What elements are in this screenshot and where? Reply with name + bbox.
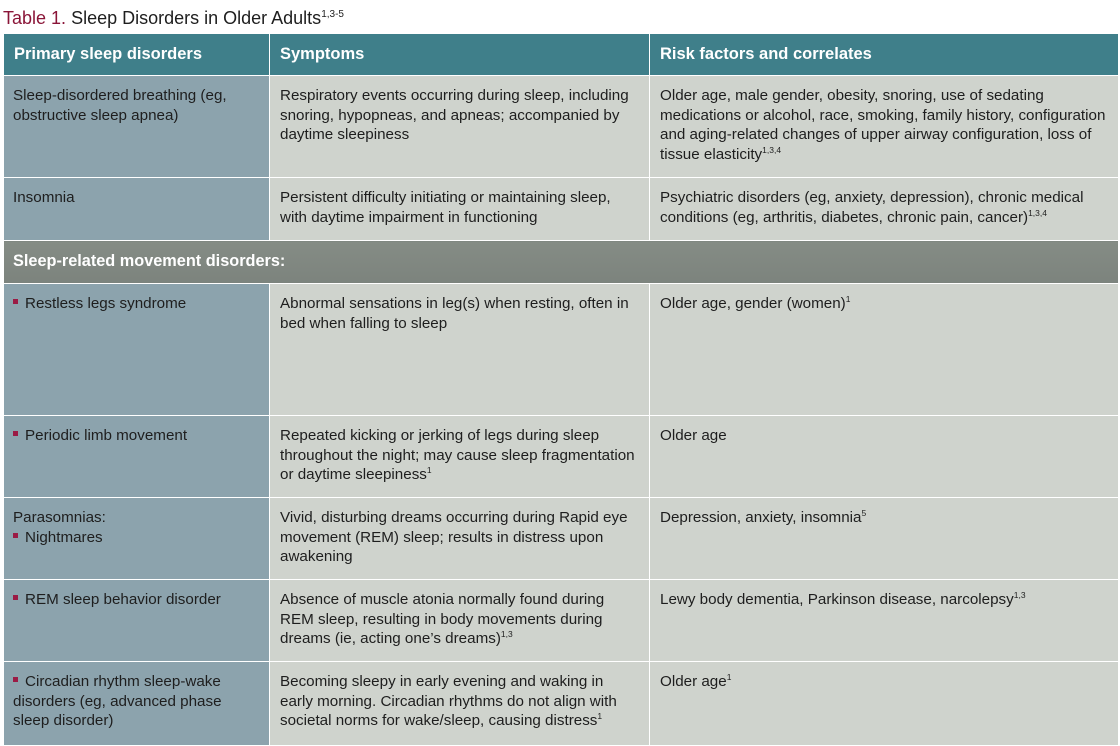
risk-text: Lewy body dementia, Parkinson disease, narcolepsy [660,591,1014,608]
table-row [4,178,1119,241]
symptoms-cell [270,662,650,746]
symptoms-cell [270,498,650,580]
disorder-cell [4,662,270,746]
bullet-icon [13,299,18,304]
disorder-cell [4,498,270,580]
disorder-name: Nightmares [25,528,103,546]
risk-text: Older age, male gender, obesity, snoring, use of sedating medications or alcohol, race, smoking, family history, configuration and aging-related changes of upper airway configuration, loss of tissue elasticity [660,87,1106,163]
disorder-cell [4,416,270,498]
symptoms-cell [270,76,650,178]
symptoms-cell [270,416,650,498]
disorder-cell [4,76,270,178]
table-row [4,416,1119,498]
risk-refs: 1,3,4 [1028,207,1047,218]
symptoms-text: Absence of muscle atonia normally found during REM sleep, resulting in body movements during dreams (ie, acting one’s dreams) [280,591,605,647]
symptoms-cell [270,284,650,416]
risk-cell [650,76,1119,178]
section-label: Sleep-related movement disorders: [4,241,1119,284]
risk-cell [650,284,1119,416]
disorder-name: Periodic limb movement [25,427,188,444]
disorder-name: Insomnia [13,189,75,206]
risk-refs: 1 [726,672,732,682]
table-title [3,7,344,29]
header-row [4,34,1119,76]
symptoms-text: Respiratory events occurring during sleep, including snoring, hypopneas, and apneas; accompanied by daytime sleepiness [280,87,629,143]
table-row [4,76,1119,178]
risk-text: Older age, gender (women) [660,295,846,312]
disorder-name: Sleep-disordered breathing (eg, obstructive sleep apnea) [13,87,227,124]
symptoms-text: Persistent difficulty initiating or maintaining sleep, with daytime impairment in functioning [280,189,611,226]
risk-text: Older age [660,427,727,444]
table-row [4,498,1119,580]
disorder-name: REM sleep behavior disorder [25,591,221,608]
sleep-disorders-table [3,33,1119,746]
bullet-icon [13,431,18,436]
disorder-name: Restless legs syndrome [25,295,187,312]
header-symptoms: Symptoms [270,34,650,76]
bullet-icon [13,595,18,600]
symptoms-cell [270,580,650,662]
symptoms-text: Repeated kicking or jerking of legs during sleep throughout the night; may cause sleep fragmentation or daytime sleepiness [280,427,635,483]
risk-refs: 1 [845,294,851,304]
table-row [4,284,1119,416]
risk-refs: 1,3,4 [762,144,782,155]
symptoms-cell [270,178,650,241]
symptoms-refs: 1 [597,711,603,721]
header-primary-sleep-disorders: Primary sleep disorders [4,34,270,76]
risk-cell [650,416,1119,498]
risk-cell [650,178,1119,241]
table-number: Table 1. [3,8,67,28]
header-risk-factors: Risk factors and correlates [650,34,1119,76]
risk-text: Psychiatric disorders (eg, anxiety, depression), chronic medical conditions (eg, arthritis, diabetes, chronic pain, cancer) [660,189,1084,226]
disorder-cell [4,580,270,662]
table-row [4,580,1119,662]
symptoms-text: Abnormal sensations in leg(s) when resting, often in bed when falling to sleep [280,295,629,332]
table-title-text: Sleep Disorders in Older Adults [71,8,322,28]
section-row [4,241,1119,284]
bullet-icon [13,533,18,538]
symptoms-refs: 1 [426,465,432,475]
symptoms-refs: 1,3 [500,629,513,639]
risk-refs: 1,3 [1013,590,1026,600]
disorder-cell [4,284,270,416]
risk-text: Older age [660,673,727,690]
risk-cell [650,662,1119,746]
risk-cell [650,580,1119,662]
bullet-icon [13,677,18,682]
table-title-refs: 1,3-5 [321,9,344,20]
risk-text: Depression, anxiety, insomnia [660,509,862,526]
symptoms-text: Vivid, disturbing dreams occurring during Rapid eye movement (REM) sleep; results in distress upon awakening [280,509,628,565]
risk-refs: 5 [861,508,867,518]
symptoms-text: Becoming sleepy in early evening and waking in early morning. Circadian rhythms do not align with societal norms for wake/sleep, causing distress [280,673,617,729]
group-label: Parasomnias: [13,509,106,526]
risk-cell [650,498,1119,580]
disorder-name: Circadian rhythm sleep-wake disorders (eg, advanced phase sleep disorder) [13,673,222,729]
disorder-cell [4,178,270,241]
table-row [4,662,1119,746]
